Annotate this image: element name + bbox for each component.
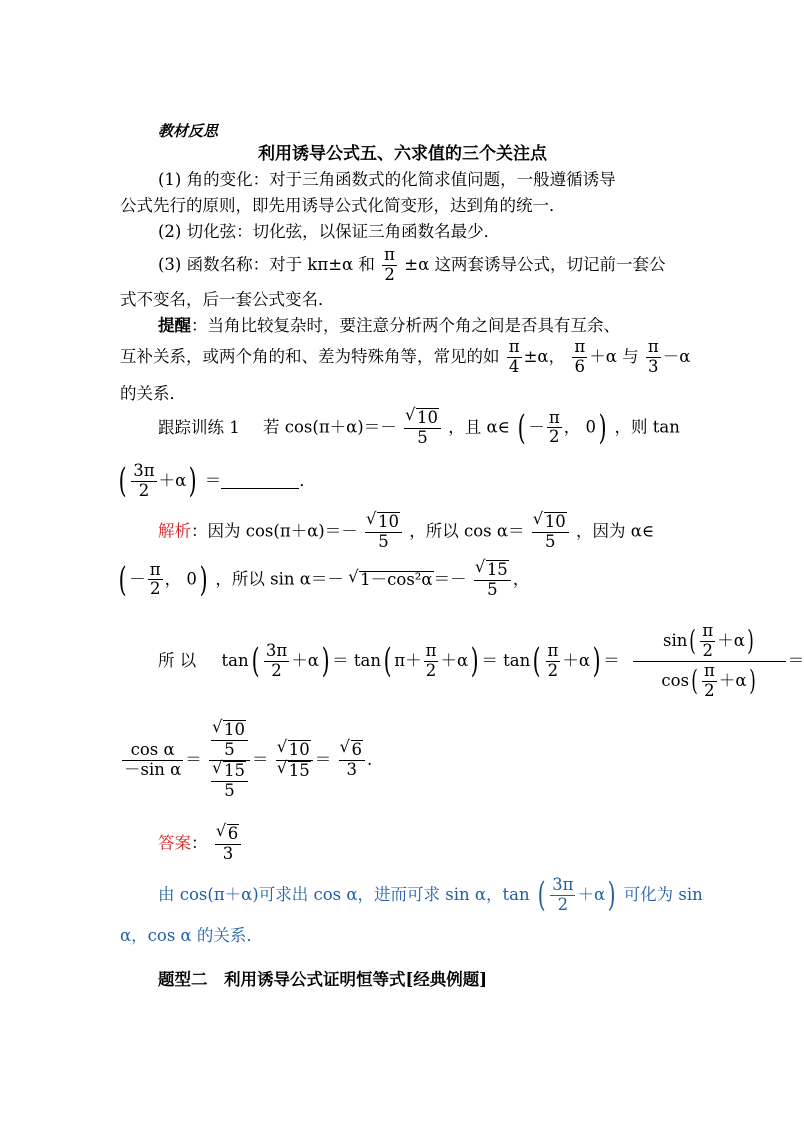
paragraph-2: (2) 切化弦：切化弦，以保证三角函数名最少． <box>158 222 501 241</box>
training-line-1: 跟踪训练 1 若 cos(π＋α)＝－ √ $\frac{10}{5}$ ，且 α∈ ( － $\frac{\pi}{2}$ ， 0) ，则 tan <box>158 408 680 448</box>
solution-text-c: ，因为 α∈ <box>576 521 655 541</box>
compound-fraction: √ $\frac{10}{5}$ √ $\frac{15}{5}$ <box>209 720 250 801</box>
section-small-title: 教材反思 <box>158 122 219 140</box>
section-heading: 题型二 利用诱导公式证明恒等式[经典例题] <box>158 970 488 989</box>
paragraph-3-line-2: 式不变名，后一套公式变名． <box>120 290 335 309</box>
paragraph-3-text-a: (3) 函数名称：对于 kπ±α 和 <box>158 255 375 275</box>
note-text-a: 由 cos(π＋α)可求出 cos α，进而可求 sin α，tan <box>158 885 530 905</box>
sqrt10-over-5-fraction: √ $\frac{10}{5}$ <box>404 408 441 448</box>
pi-over-2-fraction: $\frac{\pi}{2}$ <box>384 245 396 284</box>
tip-line-2-text: 互补关系，或两个角的和、差为特殊角等，常见的如 <box>120 347 500 367</box>
3pi-over-2-fraction: $\frac{3\pi}{2}$ <box>133 461 155 500</box>
sqrt10-over-5-fraction-2: √ $\frac{10}{5}$ <box>365 512 402 552</box>
sqrt15-over-5-fraction: √ $\frac{15}{5}$ <box>474 560 511 600</box>
paragraph-1-line-1: (1) 角的变化：对于三角函数式的化简求值问题，一般遵循诱导 <box>158 170 616 189</box>
note-line-2: α，cos α 的关系． <box>120 926 263 945</box>
neg-pi-over-2-fraction-2: $\frac{\pi}{2}$ <box>149 559 161 599</box>
solution-line-4: $\frac{\text{cos α}}{\text{－sin α}}$ ＝ √ $\frac{10}{5}$ √ $\frac{15}{5}$ ＝ √ 10 √ 15 ＝ √ $\frac{6}{3}$ . <box>120 720 372 801</box>
training-label: 跟踪训练 1 <box>158 417 240 437</box>
solution-line-3: 所 以 tan( $\frac{3\pi}{2}$ ＋α) ＝ tan( π＋ $\frac{\pi}{2}$ ＋α) ＝ tan( $\frac{\pi}{2}$ ＋α) ＝ sin( $\frac{\pi}{2}$ ＋α) cos( $\frac{\pi}{2}$ ＋α) ＝ <box>158 621 804 700</box>
sqrt6-over-3-fraction: √ $\frac{6}{3}$ <box>339 740 366 780</box>
tip-line-2: 互补关系，或两个角的和、差为特殊角等，常见的如 $\frac{\pi}{4}$ ±α， $\frac{\pi}{6}$ ＋α 与 $\frac{\pi}{3}$ －α <box>120 337 691 376</box>
note-text-b: 可化为 sin <box>623 885 703 905</box>
tip-label: 提醒 <box>158 316 191 335</box>
solution-line-1 <box>158 512 654 552</box>
pi-over-6-fraction: $\frac{\pi}{6}$ <box>574 337 586 376</box>
tip-text: ：当角比较复杂时，要注意分析两个角之间是否具有互余、 <box>191 316 620 335</box>
training-text: 若 cos(π＋α)＝－ <box>263 417 397 437</box>
answer-line: 答案： √ $\frac{6}{3}$ <box>158 824 243 864</box>
pi-over-3-fraction: $\frac{\pi}{3}$ <box>647 337 659 376</box>
tip-line-1 <box>158 318 620 335</box>
neg-pi-over-2-fraction: $\frac{\pi}{2}$ <box>548 407 560 447</box>
paragraph-3-text-b: ±α 这两套诱导公式，切记前一套公 <box>404 255 666 275</box>
solution-text-b: ，所以 cos α＝ <box>409 521 525 541</box>
training-end: ，则 tan <box>614 417 680 437</box>
paragraph-1-line-2: 公式先行的原则，即先用诱导公式化简变形，达到角的统一． <box>120 196 566 215</box>
solution-text-a: ：因为 cos(π＋α)＝－ <box>191 521 358 541</box>
solution-line-3-label: 所 以 <box>158 651 197 671</box>
solution-line-2: ( － $\frac{\pi}{2}$ ， 0) ，所以 sin α＝－ √ 1－cos²α＝－ √ $\frac{15}{5}$ ， <box>116 560 529 600</box>
sqrt10-over-5-fraction-3: √ $\frac{10}{5}$ <box>532 512 569 552</box>
answer-label: 答案 <box>158 833 191 853</box>
page-heading: 利用诱导公式五、六求值的三个关注点 <box>258 144 547 164</box>
paragraph-3-line-1 <box>158 246 666 285</box>
answer-blank <box>221 474 299 489</box>
sin-over-cos-fraction: sin( $\frac{\pi}{2}$ ＋α) cos( $\frac{\pi}{2}$ ＋α) <box>633 622 786 701</box>
training-line-2: ( $\frac{3\pi}{2}$ ＋α) ＝ ． <box>118 461 316 502</box>
cos-over-neg-sin-fraction: $\frac{\text{cos α}}{\text{－sin α}}$ <box>124 739 182 779</box>
sqrt10-over-sqrt15-fraction: √ 10 √ 15 <box>276 740 313 781</box>
tip-line-3: 的关系． <box>120 384 186 403</box>
training-mid: ，且 α∈ <box>448 417 510 437</box>
pi-over-4-fraction: $\frac{\pi}{4}$ <box>508 337 520 376</box>
solution-label: 解析 <box>158 521 191 541</box>
solution-line-2-text: ，所以 sin α＝－ <box>215 569 344 589</box>
answer-fraction: √ $\frac{6}{3}$ <box>215 824 242 864</box>
note-line-1: 由 cos(π＋α)可求出 cos α，进而可求 sin α，tan ( $\frac{3\pi}{2}$ ＋α) 可化为 sin <box>158 875 703 916</box>
